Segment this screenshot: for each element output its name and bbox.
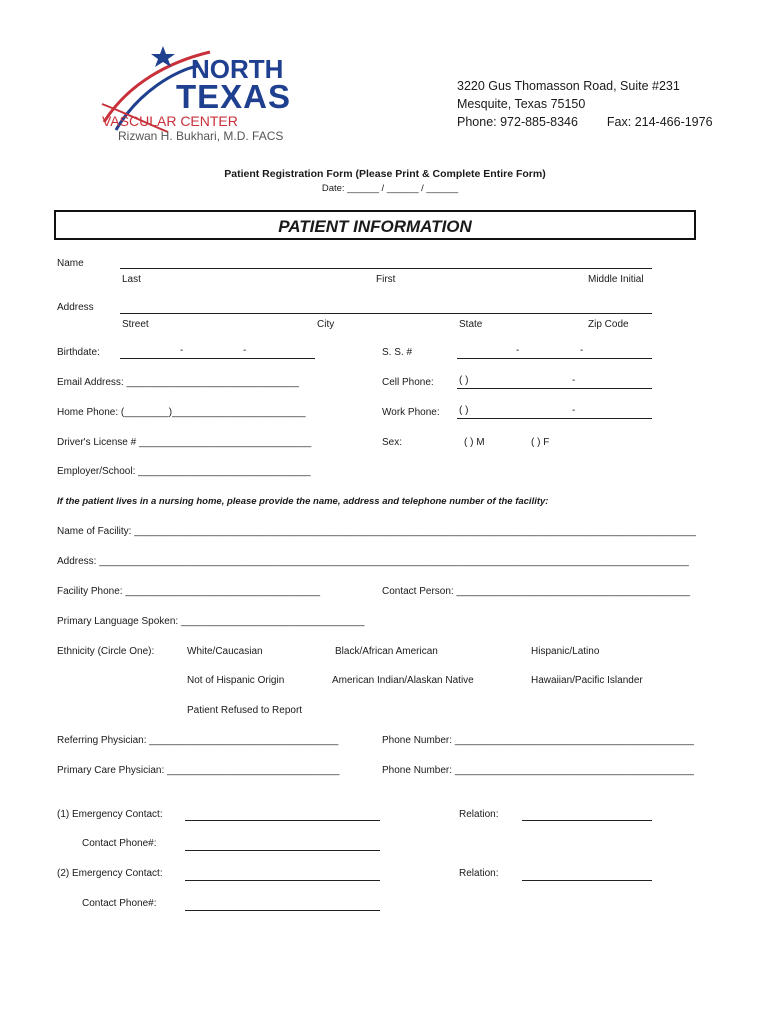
birthdate-label: Birthdate: <box>57 347 100 358</box>
name-label: Name <box>57 258 84 269</box>
work-line[interactable] <box>457 418 652 419</box>
ethnicity-refused[interactable]: Patient Refused to Report <box>187 705 303 716</box>
relation-2-label: Relation: <box>459 868 499 879</box>
relation-1-label: Relation: <box>459 809 499 820</box>
cell-paren: ( ) <box>459 375 469 386</box>
ethnicity-black[interactable]: Black/African American <box>335 646 438 657</box>
logo-vascular: VASCULAR CENTER <box>102 113 238 129</box>
primary-care-field[interactable]: Primary Care Physician: _______________________________ <box>57 765 340 776</box>
logo-doctor: Rizwan H. Bukhari, M.D. FACS <box>118 129 284 143</box>
clinic-city: Mesquite, Texas 75150 <box>457 97 586 111</box>
relation-1-line[interactable] <box>522 820 652 821</box>
drivers-license-field[interactable]: Driver's License # _______________________________ <box>57 437 312 448</box>
cell-label: Cell Phone: <box>382 377 434 388</box>
home-phone-field[interactable]: Home Phone: (________)________________________ <box>57 407 306 418</box>
logo-texas: TEXAS <box>176 78 292 115</box>
sex-label: Sex: <box>382 437 403 448</box>
work-paren: ( ) <box>459 405 469 416</box>
employer-field[interactable]: Employer/School: _______________________________ <box>57 466 311 477</box>
clinic-street: 3220 Gus Thomasson Road, Suite #231 <box>457 79 680 93</box>
clinic-phone-row <box>457 113 713 131</box>
sex-male-option[interactable]: ( ) M <box>464 437 485 448</box>
emergency-contact-1-label: (1) Emergency Contact: <box>57 809 163 820</box>
ssn-label: S. S. # <box>382 347 413 358</box>
clinic-fax: Fax: 214-466-1976 <box>606 115 713 129</box>
contact-phone-2-line[interactable] <box>185 910 380 911</box>
emergency-contact-1-line[interactable] <box>185 820 380 821</box>
facility-address-field[interactable]: Address: __________________________________________________________________________________________________________ <box>57 556 689 567</box>
middle-label: Middle Initial <box>588 274 644 285</box>
clinic-contact <box>457 77 713 131</box>
street-label: Street <box>122 319 149 330</box>
logo-north: NORTH <box>191 54 284 84</box>
clinic-phone: Phone: 972-885-8346 <box>457 115 578 129</box>
birthdate-dash-2: - <box>243 345 247 356</box>
referring-phone-field[interactable]: Phone Number: ___________________________________________ <box>382 735 694 746</box>
relation-2-line[interactable] <box>522 880 652 881</box>
ssn-dash-1: - <box>516 345 520 356</box>
cell-dash: - <box>572 375 576 386</box>
referring-physician-field[interactable]: Referring Physician: __________________________________ <box>57 735 339 746</box>
cell-line[interactable] <box>457 388 652 389</box>
section-title: PATIENT INFORMATION <box>278 217 472 236</box>
ethnicity-native[interactable]: American Indian/Alaskan Native <box>332 675 474 686</box>
address-line[interactable] <box>120 313 652 314</box>
email-field[interactable]: Email Address: _______________________________ <box>57 377 299 388</box>
language-field[interactable]: Primary Language Spoken: _________________________________ <box>57 616 365 627</box>
emergency-contact-2-label: (2) Emergency Contact: <box>57 868 163 879</box>
clinic-logo <box>98 44 308 144</box>
ethnicity-white[interactable]: White/Caucasian <box>187 646 263 657</box>
ethnicity-pacific[interactable]: Hawaiian/Pacific Islander <box>531 675 643 686</box>
sex-female-option[interactable]: ( ) F <box>531 437 550 448</box>
emergency-contact-2-line[interactable] <box>185 880 380 881</box>
facility-phone-field[interactable]: Facility Phone: ___________________________________ <box>57 586 321 597</box>
ethnicity-label: Ethnicity (Circle One): <box>57 646 155 657</box>
birthdate-dash-1: - <box>180 345 184 356</box>
contact-phone-1-label: Contact Phone#: <box>82 838 157 849</box>
name-line[interactable] <box>120 268 652 269</box>
contact-person-field[interactable]: Contact Person: __________________________________________ <box>382 586 691 597</box>
ethnicity-hispanic[interactable]: Hispanic/Latino <box>531 646 600 657</box>
first-label: First <box>376 274 396 285</box>
section-banner <box>54 210 696 240</box>
address-label: Address <box>57 302 94 313</box>
ethnicity-not-hispanic[interactable]: Not of Hispanic Origin <box>187 675 285 686</box>
ssn-line[interactable] <box>457 358 652 359</box>
city-label: City <box>317 319 335 330</box>
state-label: State <box>459 319 483 330</box>
work-dash: - <box>572 405 576 416</box>
form-date[interactable]: Date: ______ / ______ / ______ <box>321 183 459 194</box>
primary-care-phone-field[interactable]: Phone Number: ___________________________________________ <box>382 765 694 776</box>
contact-phone-2-label: Contact Phone#: <box>82 898 157 909</box>
form-title: Patient Registration Form (Please Print & Complete Entire Form) <box>224 168 546 180</box>
facility-name-field[interactable]: Name of Facility: _____________________________________________________________________________________________________ <box>57 526 696 537</box>
birthdate-line[interactable] <box>120 358 315 359</box>
contact-phone-1-line[interactable] <box>185 850 380 851</box>
ssn-dash-2: - <box>580 345 584 356</box>
last-label: Last <box>122 274 141 285</box>
work-label: Work Phone: <box>382 407 440 418</box>
zip-label: Zip Code <box>588 319 629 330</box>
nursing-home-note: If the patient lives in a nursing home, please provide the name, address and telephone number of the facility: <box>57 496 549 507</box>
